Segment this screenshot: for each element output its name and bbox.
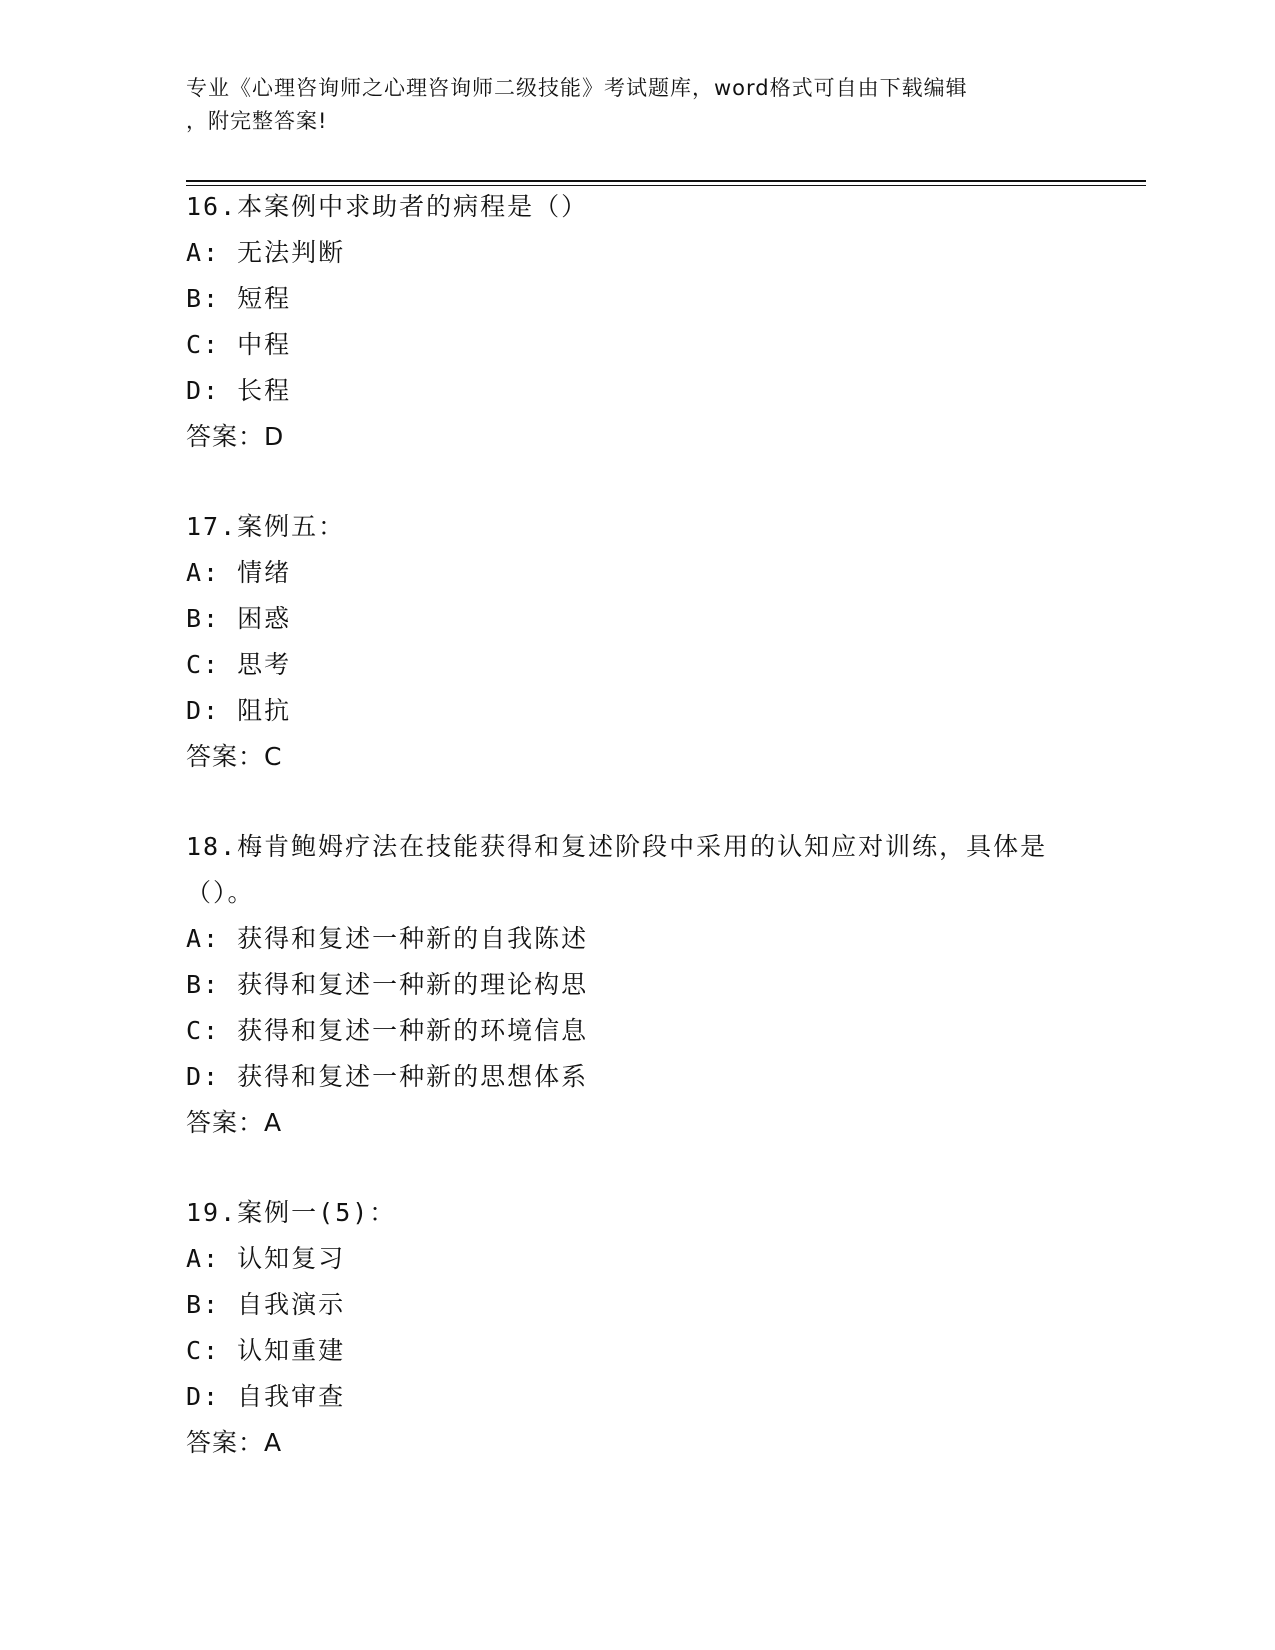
document-header <box>186 72 1086 138</box>
question-stem: 19.案例一(5)： <box>186 1198 397 1227</box>
option-b: B: 短程 <box>186 284 292 313</box>
option-a: A: 无法判断 <box>186 238 346 267</box>
question-stem: 16.本案例中求助者的病程是（） <box>186 192 589 221</box>
option-a: A: 情绪 <box>186 558 292 587</box>
question-19 <box>186 1190 1086 1466</box>
answer: 答案：A <box>186 1108 283 1137</box>
option-c: C: 认知重建 <box>186 1336 346 1365</box>
option-b: B: 困惑 <box>186 604 292 633</box>
option-c: C: 中程 <box>186 330 292 359</box>
question-16 <box>186 184 1086 460</box>
option-d: D: 自我审查 <box>186 1382 346 1411</box>
option-d: D: 获得和复述一种新的思想体系 <box>186 1062 589 1091</box>
question-18 <box>186 824 1066 1146</box>
option-c: C: 思考 <box>186 650 292 679</box>
option-a: A: 获得和复述一种新的自我陈述 <box>186 924 589 953</box>
answer: 答案：A <box>186 1428 283 1457</box>
option-b: B: 自我演示 <box>186 1290 346 1319</box>
option-d: D: 阻抗 <box>186 696 292 725</box>
question-stem: 17.案例五： <box>186 512 346 541</box>
option-d: D: 长程 <box>186 376 292 405</box>
question-17 <box>186 504 1086 780</box>
answer: 答案：D <box>186 422 285 451</box>
answer: 答案：C <box>186 742 283 771</box>
header-line-1: 专业《心理咨询师之心理咨询师二级技能》考试题库，word格式可自由下载编辑 <box>186 76 968 100</box>
header-line-2: ，附完整答案! <box>186 109 328 133</box>
question-stem: 18.梅肯鲍姆疗法在技能获得和复述阶段中采用的认知应对训练，具体是（）。 <box>186 832 1048 907</box>
header-divider <box>186 180 1146 182</box>
option-b: B: 获得和复述一种新的理论构思 <box>186 970 589 999</box>
option-c: C: 获得和复述一种新的环境信息 <box>186 1016 589 1045</box>
option-a: A: 认知复习 <box>186 1244 346 1273</box>
